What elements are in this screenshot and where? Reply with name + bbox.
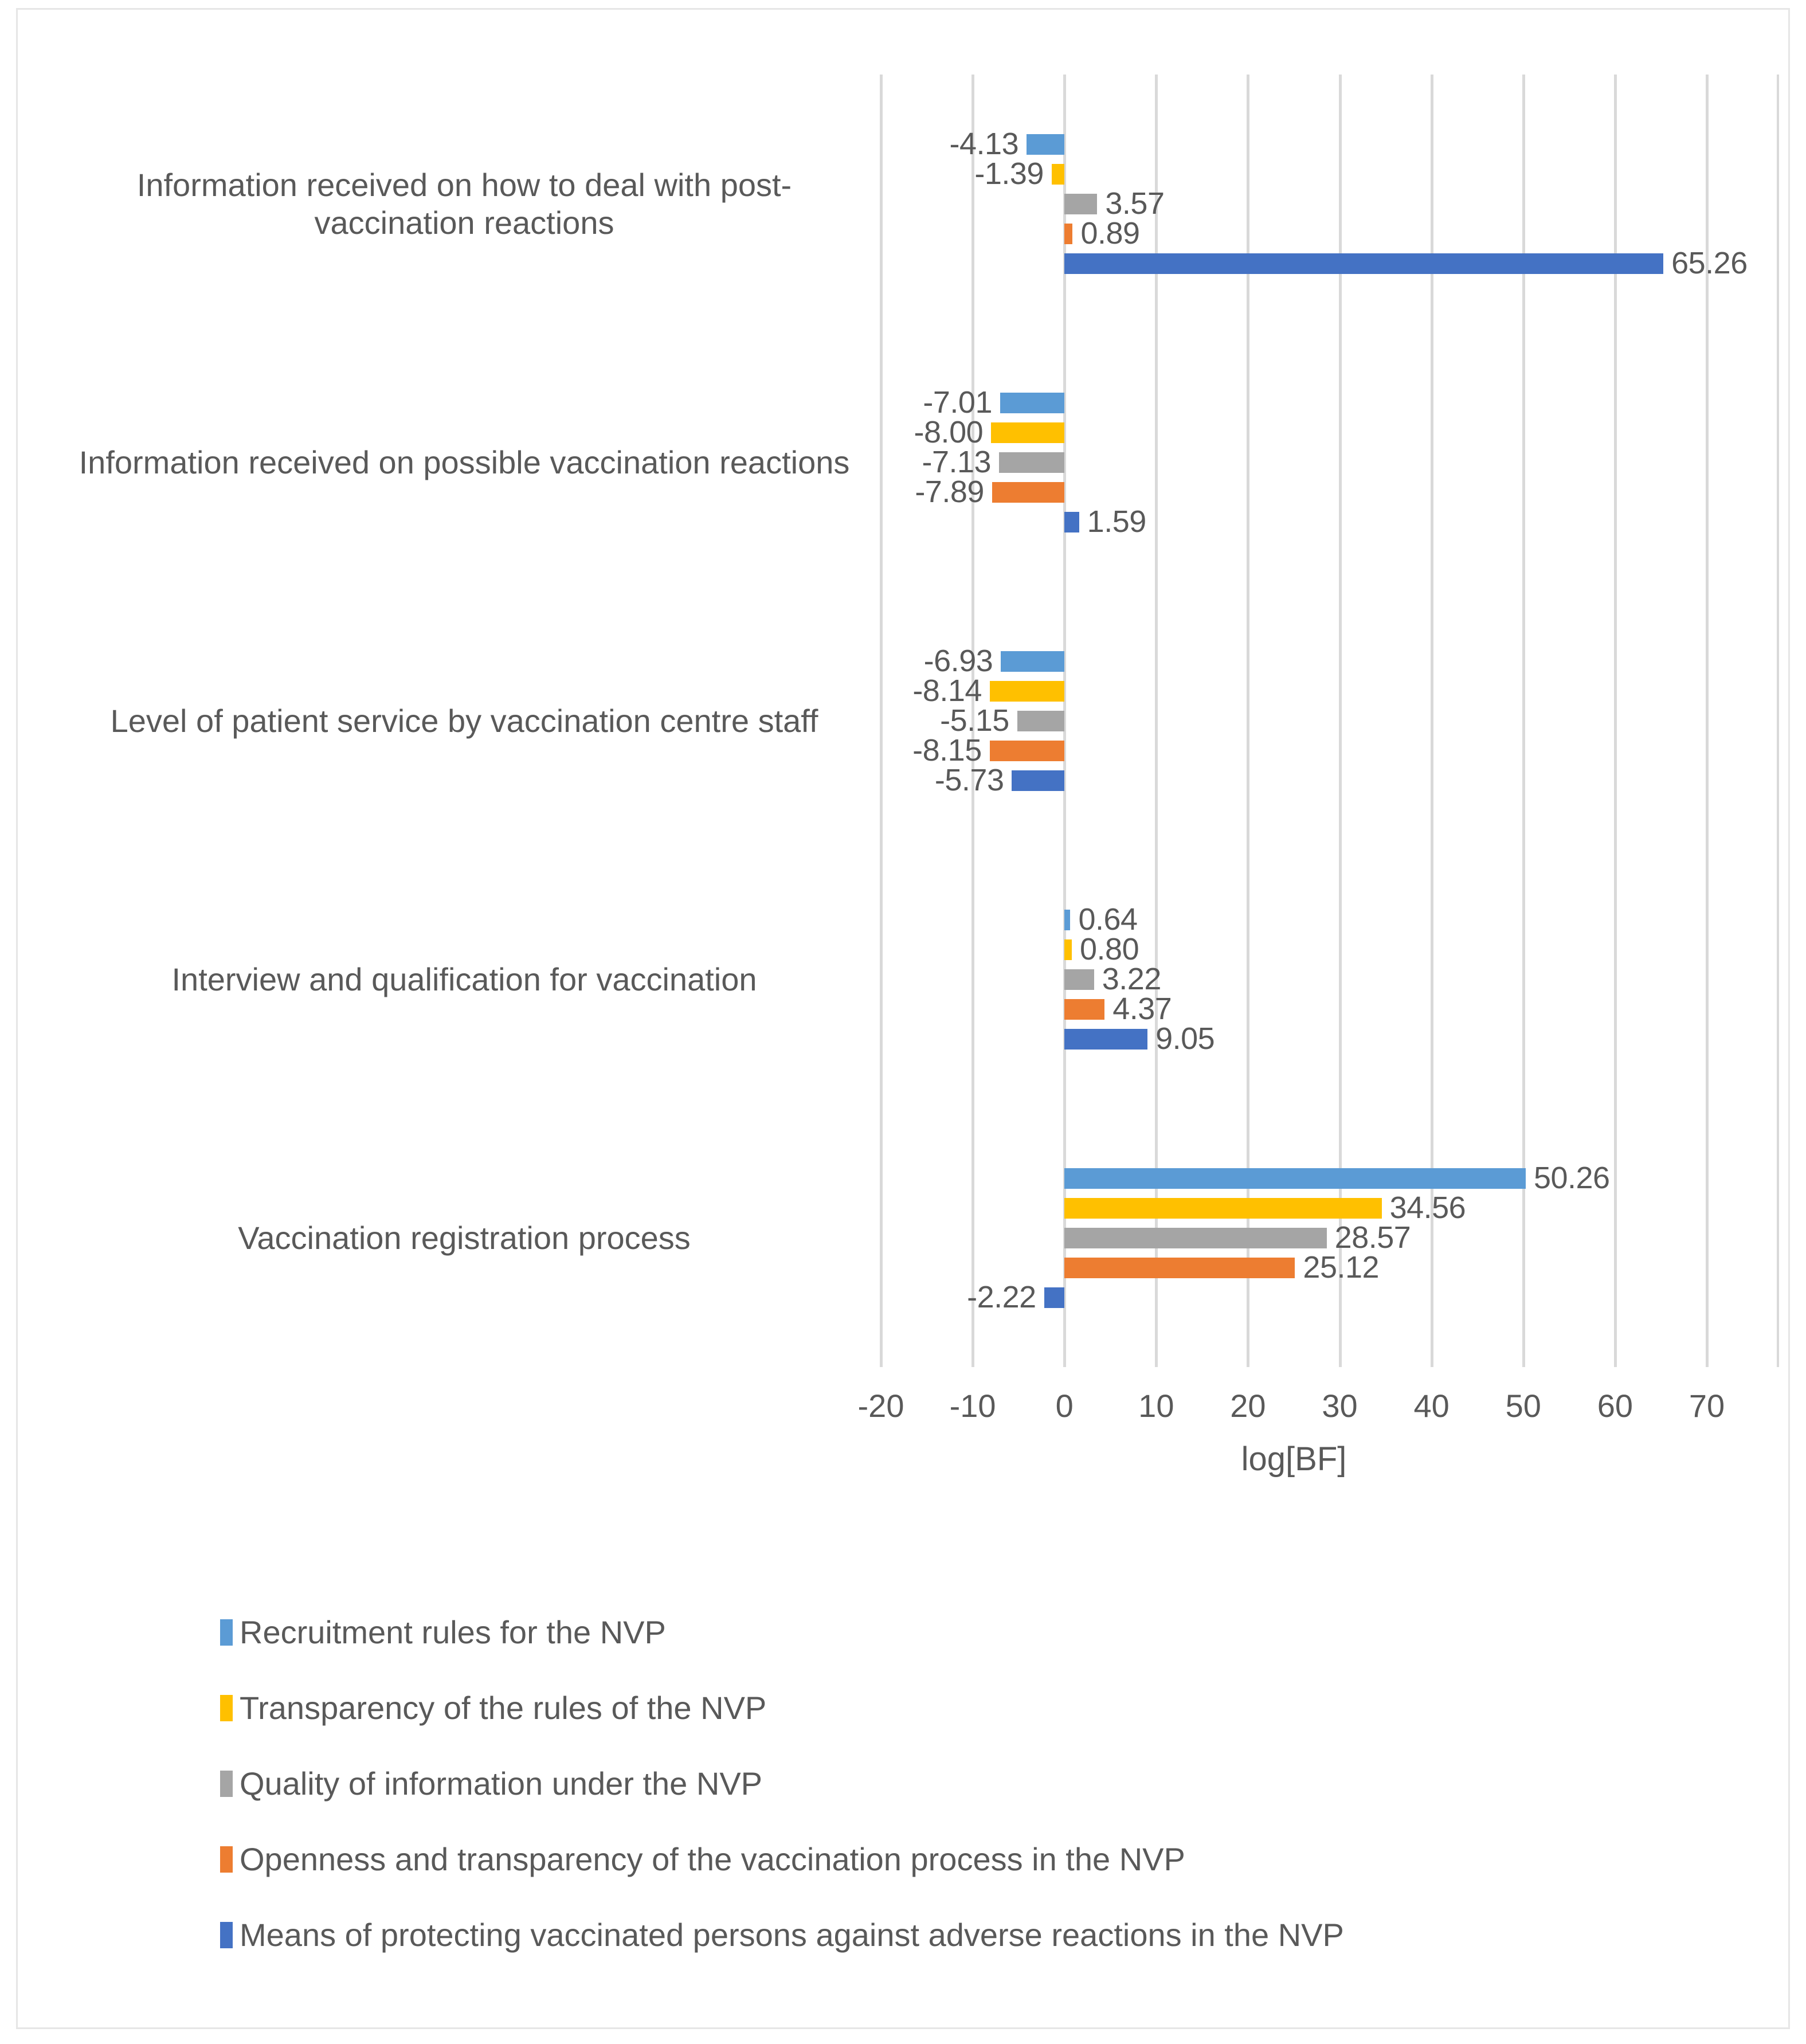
bar — [991, 422, 1064, 443]
bar — [1001, 651, 1064, 672]
bar — [1064, 1258, 1295, 1278]
bar-value-label: -8.00 — [914, 414, 984, 449]
bar-value-label: -8.15 — [912, 733, 982, 768]
bar-value-label: 50.26 — [1533, 1160, 1610, 1195]
x-tick-label: 60 — [1597, 1388, 1633, 1424]
bar — [1000, 393, 1064, 413]
category-label: Information received on how to deal with post-vaccination reactions — [136, 166, 792, 241]
x-tick-label: 30 — [1322, 1388, 1358, 1424]
bar — [1064, 194, 1097, 214]
category-label: Vaccination registration process — [238, 1219, 691, 1256]
bar — [1027, 134, 1064, 155]
bar — [1064, 1228, 1326, 1248]
bar — [1064, 253, 1663, 274]
legend-swatch-icon — [220, 1619, 233, 1646]
bar — [1064, 1029, 1147, 1050]
bar — [1012, 770, 1064, 791]
bar-value-label: 34.56 — [1389, 1190, 1466, 1225]
bar — [990, 741, 1064, 761]
x-axis-ticks — [857, 1386, 1725, 1426]
category-label: Information received on possible vaccination reactions — [79, 444, 850, 480]
legend-item[interactable] — [220, 1605, 1710, 1660]
chart-legend — [220, 1605, 1710, 1983]
category-axis-labels — [57, 75, 860, 1367]
x-tick-label: 20 — [1230, 1388, 1266, 1424]
bar-value-label: -1.39 — [974, 156, 1044, 191]
x-tick-label: -10 — [949, 1388, 996, 1424]
bar-value-label: 9.05 — [1155, 1021, 1215, 1056]
legend-item[interactable] — [220, 1681, 1710, 1736]
legend-item[interactable] — [220, 1756, 1710, 1811]
bar-value-label: 3.22 — [1102, 961, 1161, 996]
legend-label: Means of protecting vaccinated persons against adverse reactions in the NVP — [240, 1917, 1344, 1953]
bar — [1064, 999, 1104, 1020]
bar — [1064, 1168, 1526, 1189]
bar-value-label: 3.57 — [1105, 186, 1165, 221]
bar-value-label: -2.22 — [967, 1279, 1036, 1314]
bar-value-label: -5.15 — [940, 703, 1009, 738]
category-label: Level of patient service by vaccination centre staff — [110, 702, 818, 739]
bar — [1064, 969, 1094, 990]
bar — [1064, 939, 1072, 960]
legend-label: Quality of information under the NVP — [240, 1765, 763, 1802]
x-axis-title: log[BF] — [1241, 1440, 1347, 1478]
bar-value-label: 0.89 — [1080, 216, 1140, 250]
x-tick-label: 10 — [1138, 1388, 1174, 1424]
bar-value-label: -7.13 — [922, 444, 992, 479]
bar-value-label: 25.12 — [1303, 1250, 1380, 1285]
legend-swatch-icon — [220, 1922, 233, 1948]
legend-swatch-icon — [220, 1695, 233, 1721]
bar-value-label: 0.64 — [1078, 902, 1138, 937]
bar — [992, 482, 1064, 503]
x-tick-label: 40 — [1413, 1388, 1449, 1424]
legend-label: Recruitment rules for the NVP — [240, 1614, 666, 1650]
plot-area — [881, 75, 1748, 1367]
x-tick-label: 0 — [1055, 1388, 1074, 1424]
bar — [1064, 1198, 1381, 1219]
legend-item[interactable] — [220, 1832, 1710, 1887]
bar — [999, 452, 1064, 473]
x-tick-label: 70 — [1689, 1388, 1725, 1424]
gridline--20 — [880, 75, 883, 1367]
bar-value-label: 4.37 — [1112, 991, 1172, 1026]
bar — [1052, 164, 1064, 185]
bar — [1064, 910, 1070, 930]
x-tick-label: 50 — [1505, 1388, 1541, 1424]
bar — [1064, 512, 1079, 532]
bar — [1064, 224, 1072, 244]
bar — [1017, 711, 1064, 731]
bar-value-label: -4.13 — [949, 126, 1019, 161]
bar-value-label: 28.57 — [1334, 1220, 1411, 1255]
plot-right-border — [1777, 75, 1779, 1367]
legend-label: Transparency of the rules of the NVP — [240, 1690, 767, 1726]
bar-value-label: -7.89 — [915, 474, 984, 509]
bar-value-label: -8.14 — [912, 673, 982, 708]
bar-value-label: 65.26 — [1671, 245, 1748, 280]
bar-value-label: -7.01 — [923, 385, 992, 420]
category-label: Interview and qualification for vaccination — [171, 961, 757, 997]
bar — [1044, 1287, 1065, 1308]
legend-item[interactable] — [220, 1908, 1710, 1963]
x-tick-label: -20 — [857, 1388, 904, 1424]
bar-value-label: 1.59 — [1087, 504, 1146, 539]
legend-label: Openness and transparency of the vaccination process in the NVP — [240, 1841, 1185, 1877]
bar-value-label: -6.93 — [923, 643, 993, 678]
legend-swatch-icon — [220, 1846, 233, 1873]
bar — [990, 681, 1064, 702]
bar-value-label: 0.80 — [1080, 931, 1139, 966]
bar-value-label: -5.73 — [934, 762, 1004, 797]
legend-swatch-icon — [220, 1771, 233, 1797]
